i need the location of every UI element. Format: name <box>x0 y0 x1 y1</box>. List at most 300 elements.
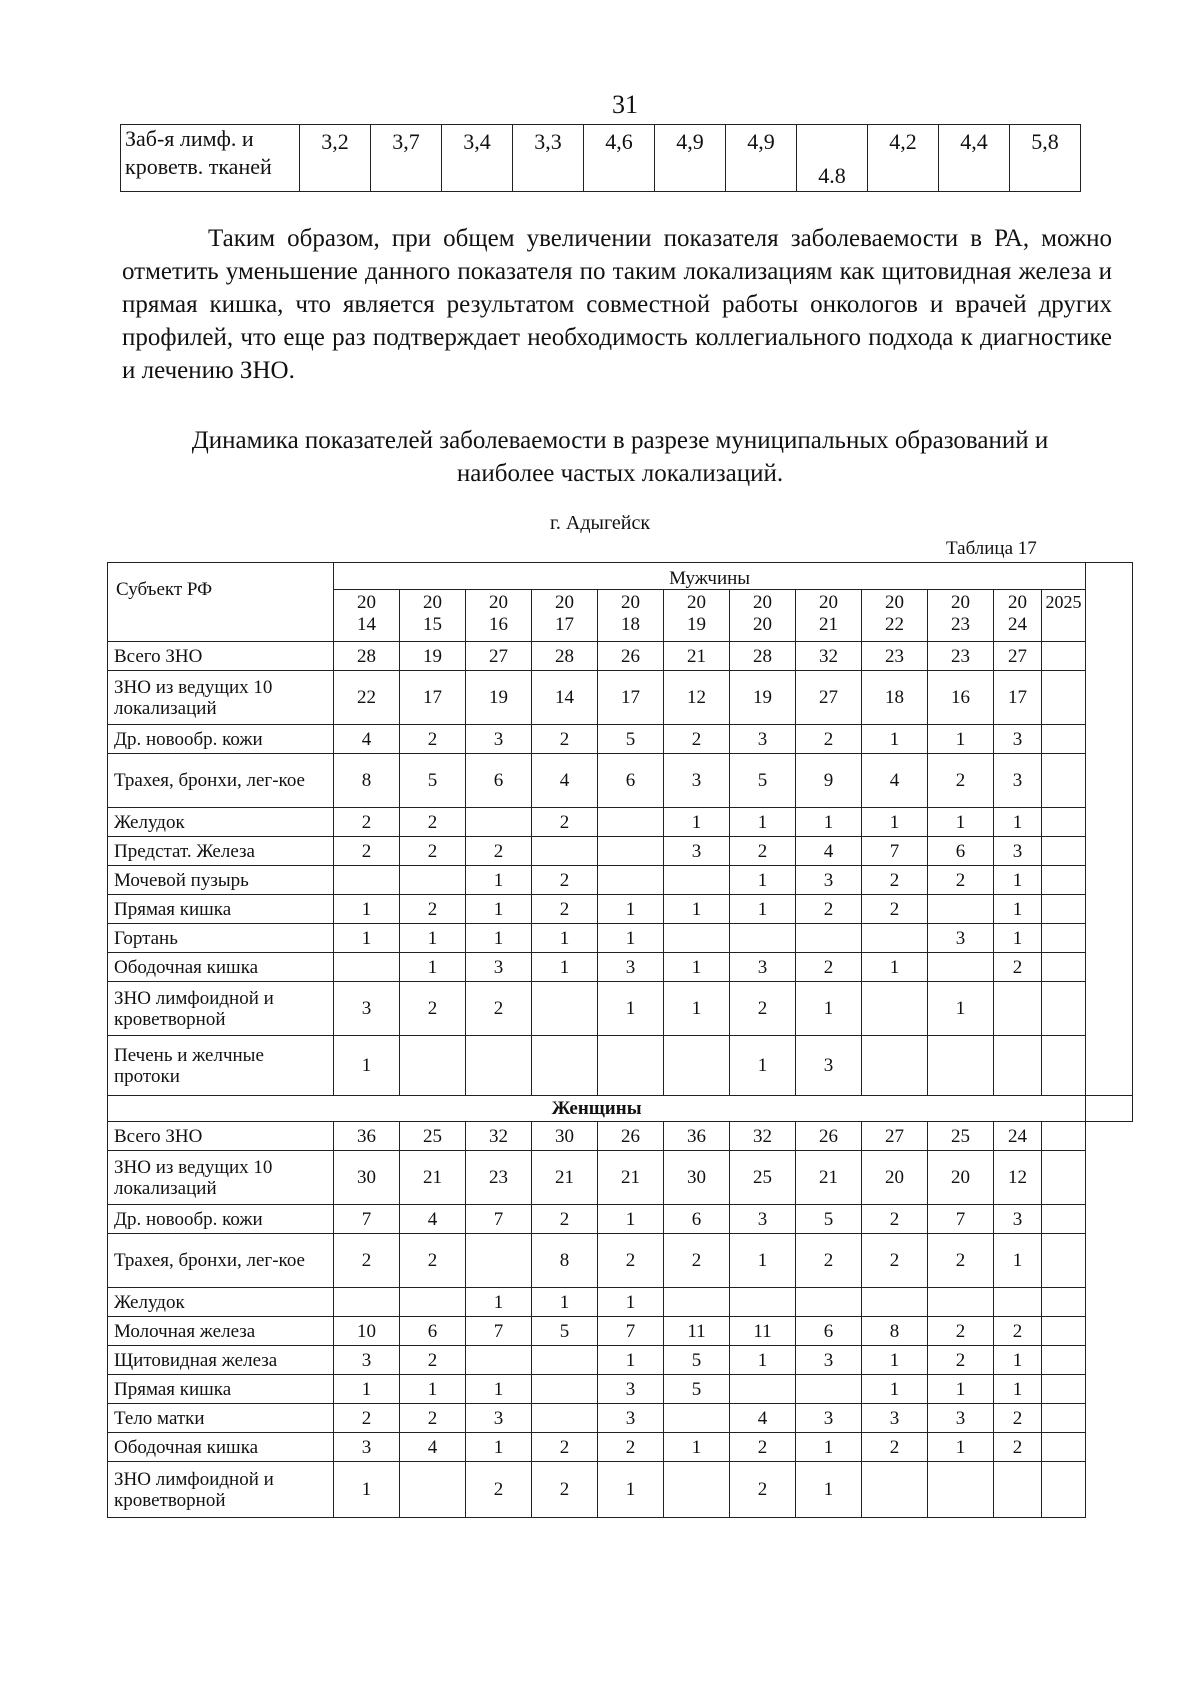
value-cell: 2 <box>532 895 598 924</box>
value-cell: 3 <box>334 1346 400 1375</box>
row-label: ЗНО лимфоидной и кроветворной <box>108 982 334 1036</box>
value-cell: 1 <box>928 982 994 1036</box>
value-cell: 4.8 <box>797 125 868 192</box>
value-cell: 1 <box>796 982 862 1036</box>
row-label: Предстат. Железа <box>108 837 334 866</box>
value-cell: 3 <box>928 1404 994 1433</box>
value-cell: 1 <box>400 924 466 953</box>
value-cell: 6 <box>664 1205 730 1234</box>
year-part: 20 <box>819 592 838 613</box>
value-cell <box>730 924 796 953</box>
value-cell <box>862 1462 928 1518</box>
value-cell <box>466 1234 532 1288</box>
table-row <box>108 642 1133 671</box>
year-part: 18 <box>621 614 640 635</box>
value-cell: 1 <box>334 924 400 953</box>
value-cell: 2 <box>400 1234 466 1288</box>
value-cell: 5 <box>730 754 796 808</box>
value-cell: 21 <box>664 642 730 671</box>
value-cell: 14 <box>532 671 598 725</box>
value-cell: 2 <box>532 1433 598 1462</box>
value-cell: 8 <box>532 1234 598 1288</box>
value-cell: 2 <box>334 1234 400 1288</box>
value-cell: 2 <box>400 982 466 1036</box>
value-cell: 2 <box>862 866 928 895</box>
value-cell: 3 <box>994 754 1042 808</box>
value-cell: 4,6 <box>584 125 655 192</box>
year-part: 21 <box>819 614 838 635</box>
year-part: 20 <box>885 592 904 613</box>
year-part: 20 <box>753 614 772 635</box>
value-cell: 3 <box>862 1404 928 1433</box>
table-row <box>108 953 1133 982</box>
row-label: Тело матки <box>108 1404 334 1433</box>
year-header <box>862 590 928 642</box>
value-cell: 1 <box>334 1462 400 1518</box>
value-cell <box>994 982 1042 1036</box>
value-cell: 5 <box>664 1375 730 1404</box>
value-cell: 1 <box>532 953 598 982</box>
value-cell: 1 <box>730 808 796 837</box>
value-cell: 3 <box>928 924 994 953</box>
empty-cell <box>1042 1404 1086 1433</box>
value-cell: 3 <box>598 953 664 982</box>
value-cell: 32 <box>466 1122 532 1151</box>
value-cell: 2 <box>994 1433 1042 1462</box>
value-cell <box>664 1288 730 1317</box>
value-cell: 16 <box>928 671 994 725</box>
value-cell <box>532 982 598 1036</box>
heading-line-2: наиболее частых локализаций. <box>456 460 784 487</box>
value-cell <box>664 924 730 953</box>
empty-cell <box>1042 895 1086 924</box>
value-cell: 36 <box>334 1122 400 1151</box>
value-cell: 12 <box>664 671 730 725</box>
women-header: Женщины <box>108 1096 1086 1122</box>
row-label: Всего ЗНО <box>108 1122 334 1151</box>
value-cell: 1 <box>664 982 730 1036</box>
value-cell: 1 <box>664 953 730 982</box>
empty-cell <box>1042 642 1086 671</box>
empty-cell <box>1042 754 1086 808</box>
value-cell: 5,8 <box>1010 125 1081 192</box>
year-part: 20 <box>753 592 772 613</box>
value-cell <box>598 1036 664 1096</box>
value-cell: 1 <box>994 1346 1042 1375</box>
value-cell: 2 <box>994 953 1042 982</box>
table-row <box>108 895 1133 924</box>
table-row <box>108 725 1133 754</box>
value-cell: 3 <box>730 1205 796 1234</box>
row-label: Гортань <box>108 924 334 953</box>
value-cell: 7 <box>862 837 928 866</box>
value-cell: 1 <box>664 1433 730 1462</box>
value-cell: 1 <box>466 895 532 924</box>
value-cell <box>466 1346 532 1375</box>
value-cell: 3,4 <box>442 125 513 192</box>
value-cell: 1 <box>598 924 664 953</box>
value-cell: 1 <box>862 953 928 982</box>
value-cell: 30 <box>334 1151 400 1205</box>
value-cell: 1 <box>994 895 1042 924</box>
empty-cell <box>1042 1317 1086 1346</box>
table-row <box>108 1375 1133 1404</box>
value-cell <box>466 808 532 837</box>
year-header <box>730 590 796 642</box>
value-cell: 4 <box>532 754 598 808</box>
year-part: 20 <box>951 592 970 613</box>
value-cell: 7 <box>466 1317 532 1346</box>
value-cell: 1 <box>334 1036 400 1096</box>
page-number: 31 <box>612 90 638 119</box>
value-cell: 3,2 <box>300 125 371 192</box>
value-cell: 3 <box>466 725 532 754</box>
section-heading <box>120 424 1120 490</box>
value-cell: 19 <box>466 671 532 725</box>
value-cell: 20 <box>862 1151 928 1205</box>
value-cell <box>664 866 730 895</box>
value-cell: 25 <box>730 1151 796 1205</box>
value-cell: 1 <box>532 924 598 953</box>
value-cell: 3,7 <box>371 125 442 192</box>
row-label: Ободочная кишка <box>108 1433 334 1462</box>
subject-header: Субъект РФ <box>108 563 334 642</box>
value-cell: 4,9 <box>726 125 797 192</box>
value-cell: 1 <box>466 1375 532 1404</box>
value-cell <box>532 1375 598 1404</box>
year-header <box>532 590 598 642</box>
year-part: 19 <box>687 614 706 635</box>
year-part: 14 <box>357 614 376 635</box>
value-cell: 4 <box>862 754 928 808</box>
value-cell: 19 <box>400 642 466 671</box>
value-cell: 2 <box>862 1234 928 1288</box>
value-cell: 27 <box>994 642 1042 671</box>
value-cell: 2 <box>796 725 862 754</box>
empty-cell <box>1042 1122 1086 1151</box>
table-row <box>108 1205 1133 1234</box>
year-part: 15 <box>423 614 442 635</box>
value-cell: 2 <box>466 837 532 866</box>
value-cell: 2 <box>730 982 796 1036</box>
value-cell <box>532 1036 598 1096</box>
value-cell: 18 <box>862 671 928 725</box>
value-cell: 32 <box>796 642 862 671</box>
year-part: 23 <box>951 614 970 635</box>
row-label-line: Заб-я лимф. и <box>125 126 254 151</box>
value-cell: 2 <box>400 1404 466 1433</box>
value-cell: 2 <box>598 1234 664 1288</box>
value-cell: 1 <box>862 808 928 837</box>
value-cell: 4 <box>334 725 400 754</box>
value-cell: 1 <box>994 924 1042 953</box>
row-label: Печень и желчные протоки <box>108 1036 334 1096</box>
empty-cell <box>1042 1234 1086 1288</box>
value-cell: 3,3 <box>513 125 584 192</box>
value-cell <box>334 953 400 982</box>
value-cell <box>730 1375 796 1404</box>
value-cell: 1 <box>466 866 532 895</box>
value-cell: 1 <box>334 1375 400 1404</box>
value-cell: 2 <box>532 866 598 895</box>
value-cell: 6 <box>928 837 994 866</box>
value-cell <box>664 1462 730 1518</box>
value-cell: 1 <box>994 866 1042 895</box>
year-part: 20 <box>489 592 508 613</box>
table-row <box>108 1288 1133 1317</box>
value-cell: 20 <box>928 1151 994 1205</box>
empty-cell <box>1042 1205 1086 1234</box>
value-cell <box>862 982 928 1036</box>
body-paragraph: Таким образом, при общем увеличении показателя заболеваемости в РА, можно отметить уменьшение данного показателя по таким локализациям как щитовидная железа и прямая кишка, что является результатом совместной работы онкологов и врачей других профилей, что еще раз подтверждает необходимость коллегиального подхода к диагностике и лечению ЗНО. <box>122 225 1112 384</box>
value-cell <box>796 1288 862 1317</box>
value-cell: 4 <box>796 837 862 866</box>
value-cell <box>532 1404 598 1433</box>
value-cell: 9 <box>796 754 862 808</box>
value-cell: 1 <box>928 808 994 837</box>
value-cell <box>994 1288 1042 1317</box>
value-cell: 6 <box>796 1317 862 1346</box>
empty-cell <box>1042 1462 1086 1518</box>
value-cell <box>928 1036 994 1096</box>
year-header <box>928 590 994 642</box>
table-row <box>108 837 1133 866</box>
value-cell: 3 <box>730 953 796 982</box>
value-cell: 4 <box>400 1205 466 1234</box>
blank-edge-cell <box>1086 563 1133 1096</box>
row-label: Молочная железа <box>108 1317 334 1346</box>
value-cell: 7 <box>928 1205 994 1234</box>
table-row <box>108 1346 1133 1375</box>
value-cell: 32 <box>730 1122 796 1151</box>
women-header-row <box>108 1096 1133 1122</box>
value-cell: 27 <box>796 671 862 725</box>
value-cell: 2 <box>400 808 466 837</box>
value-cell: 2 <box>730 837 796 866</box>
value-cell: 2 <box>334 808 400 837</box>
value-cell: 3 <box>334 1433 400 1462</box>
value-cell: 24 <box>994 1122 1042 1151</box>
value-cell: 2 <box>400 725 466 754</box>
year-part: 22 <box>885 614 904 635</box>
value-cell: 2 <box>928 1317 994 1346</box>
value-cell: 21 <box>598 1151 664 1205</box>
row-label: Др. новообр. кожи <box>108 1205 334 1234</box>
row-label: Трахея, бронхи, лег-кое <box>108 754 334 808</box>
row-label: Желудок <box>108 808 334 837</box>
value-cell: 2 <box>928 1346 994 1375</box>
value-cell: 1 <box>796 1433 862 1462</box>
value-cell <box>928 1288 994 1317</box>
value-cell: 1 <box>730 1346 796 1375</box>
value-cell: 1 <box>862 1346 928 1375</box>
value-cell: 7 <box>334 1205 400 1234</box>
year-part: 24 <box>1008 614 1027 635</box>
value-cell: 1 <box>928 1375 994 1404</box>
row-label: Прямая кишка <box>108 1375 334 1404</box>
value-cell: 3 <box>598 1404 664 1433</box>
value-cell <box>796 924 862 953</box>
value-cell: 26 <box>598 642 664 671</box>
table-row <box>108 1317 1133 1346</box>
value-cell: 1 <box>466 1433 532 1462</box>
value-cell <box>928 953 994 982</box>
value-cell: 7 <box>598 1317 664 1346</box>
year-header <box>466 590 532 642</box>
value-cell: 1 <box>994 1234 1042 1288</box>
value-cell: 8 <box>334 754 400 808</box>
value-cell: 4,2 <box>868 125 939 192</box>
empty-cell <box>1042 1433 1086 1462</box>
value-cell <box>862 1288 928 1317</box>
empty-cell <box>1042 924 1086 953</box>
value-cell <box>598 866 664 895</box>
value-cell: 11 <box>664 1317 730 1346</box>
value-cell: 5 <box>532 1317 598 1346</box>
value-cell: 2 <box>730 1462 796 1518</box>
value-cell: 3 <box>598 1375 664 1404</box>
value-cell: 2 <box>862 895 928 924</box>
value-cell: 2 <box>928 1234 994 1288</box>
value-cell: 1 <box>598 982 664 1036</box>
table-row <box>108 924 1133 953</box>
value-cell: 2 <box>730 1433 796 1462</box>
value-cell: 2 <box>664 1234 730 1288</box>
table-row <box>108 1234 1133 1288</box>
value-cell: 28 <box>334 642 400 671</box>
value-cell: 2 <box>862 1205 928 1234</box>
value-cell: 27 <box>466 642 532 671</box>
value-cell: 1 <box>664 895 730 924</box>
value-cell: 1 <box>466 924 532 953</box>
year-part: 20 <box>621 592 640 613</box>
value-cell: 17 <box>400 671 466 725</box>
row-label: Мочевой пузырь <box>108 866 334 895</box>
value-cell <box>466 1036 532 1096</box>
value-cell: 17 <box>598 671 664 725</box>
value-cell: 1 <box>928 1433 994 1462</box>
table-row <box>108 1462 1133 1518</box>
value-cell: 26 <box>598 1122 664 1151</box>
value-cell: 3 <box>466 1404 532 1433</box>
value-cell <box>334 866 400 895</box>
value-cell: 19 <box>730 671 796 725</box>
empty-cell <box>1042 866 1086 895</box>
city-caption: г. Адыгейск <box>549 512 651 534</box>
table-number: Таблица 17 <box>946 538 1037 559</box>
row-label: Др. новообр. кожи <box>108 725 334 754</box>
value-cell: 3 <box>796 1346 862 1375</box>
value-cell: 23 <box>862 642 928 671</box>
value-cell: 28 <box>730 642 796 671</box>
blank-edge-cell <box>1086 1096 1133 1122</box>
value-cell: 5 <box>400 754 466 808</box>
value-cell: 1 <box>334 895 400 924</box>
value-cell <box>532 837 598 866</box>
value-cell: 3 <box>796 866 862 895</box>
value-cell: 1 <box>730 1036 796 1096</box>
value-cell: 4,4 <box>939 125 1010 192</box>
year-part: 17 <box>555 614 574 635</box>
header-row <box>108 563 1133 590</box>
value-cell: 6 <box>400 1317 466 1346</box>
value-cell: 2 <box>928 754 994 808</box>
value-cell <box>862 924 928 953</box>
value-cell: 2 <box>400 1346 466 1375</box>
empty-cell <box>1042 725 1086 754</box>
value-cell: 2 <box>334 1404 400 1433</box>
value-cell: 1 <box>862 1375 928 1404</box>
value-cell: 1 <box>730 895 796 924</box>
value-cell: 1 <box>598 895 664 924</box>
value-cell: 1 <box>400 1375 466 1404</box>
value-cell <box>400 1288 466 1317</box>
year-header <box>334 590 400 642</box>
value-cell: 7 <box>466 1205 532 1234</box>
value-cell: 2 <box>532 1205 598 1234</box>
value-cell: 25 <box>400 1122 466 1151</box>
value-cell: 1 <box>994 1375 1042 1404</box>
value-cell: 26 <box>796 1122 862 1151</box>
value-cell <box>400 1036 466 1096</box>
year-header <box>664 590 730 642</box>
value-cell: 4 <box>730 1404 796 1433</box>
value-cell: 2 <box>994 1404 1042 1433</box>
value-cell: 1 <box>796 1462 862 1518</box>
empty-cell <box>1042 1151 1086 1205</box>
table-row <box>108 1151 1133 1205</box>
table-row <box>108 1404 1133 1433</box>
value-cell: 30 <box>664 1151 730 1205</box>
value-cell <box>334 1288 400 1317</box>
table-row <box>108 1122 1133 1151</box>
value-cell: 1 <box>598 1205 664 1234</box>
value-cell: 1 <box>862 725 928 754</box>
value-cell: 3 <box>994 725 1042 754</box>
value-cell: 27 <box>862 1122 928 1151</box>
value-cell: 3 <box>796 1036 862 1096</box>
year-header <box>598 590 664 642</box>
value-cell: 1 <box>598 1346 664 1375</box>
value-cell: 3 <box>664 754 730 808</box>
value-cell: 2 <box>598 1433 664 1462</box>
value-cell: 3 <box>730 725 796 754</box>
value-cell: 23 <box>466 1151 532 1205</box>
row-label: Желудок <box>108 1288 334 1317</box>
value-cell <box>730 1288 796 1317</box>
value-cell: 6 <box>466 754 532 808</box>
value-cell <box>994 1462 1042 1518</box>
row-label <box>121 125 300 192</box>
empty-cell <box>1042 1288 1086 1317</box>
value-cell: 2 <box>532 725 598 754</box>
top-continuation-table <box>120 124 1081 192</box>
empty-cell <box>1042 671 1086 725</box>
year-part: 20 <box>423 592 442 613</box>
empty-cell <box>1042 953 1086 982</box>
value-cell: 1 <box>730 866 796 895</box>
row-label: Прямая кишка <box>108 895 334 924</box>
value-cell <box>598 837 664 866</box>
value-cell: 1 <box>664 808 730 837</box>
row-label: Щитовидная железа <box>108 1346 334 1375</box>
value-cell: 1 <box>532 1288 598 1317</box>
empty-cell <box>1042 1346 1086 1375</box>
value-cell: 22 <box>334 671 400 725</box>
year-header-2025: 2025 <box>1042 590 1086 642</box>
value-cell: 4 <box>400 1433 466 1462</box>
value-cell: 2 <box>400 895 466 924</box>
